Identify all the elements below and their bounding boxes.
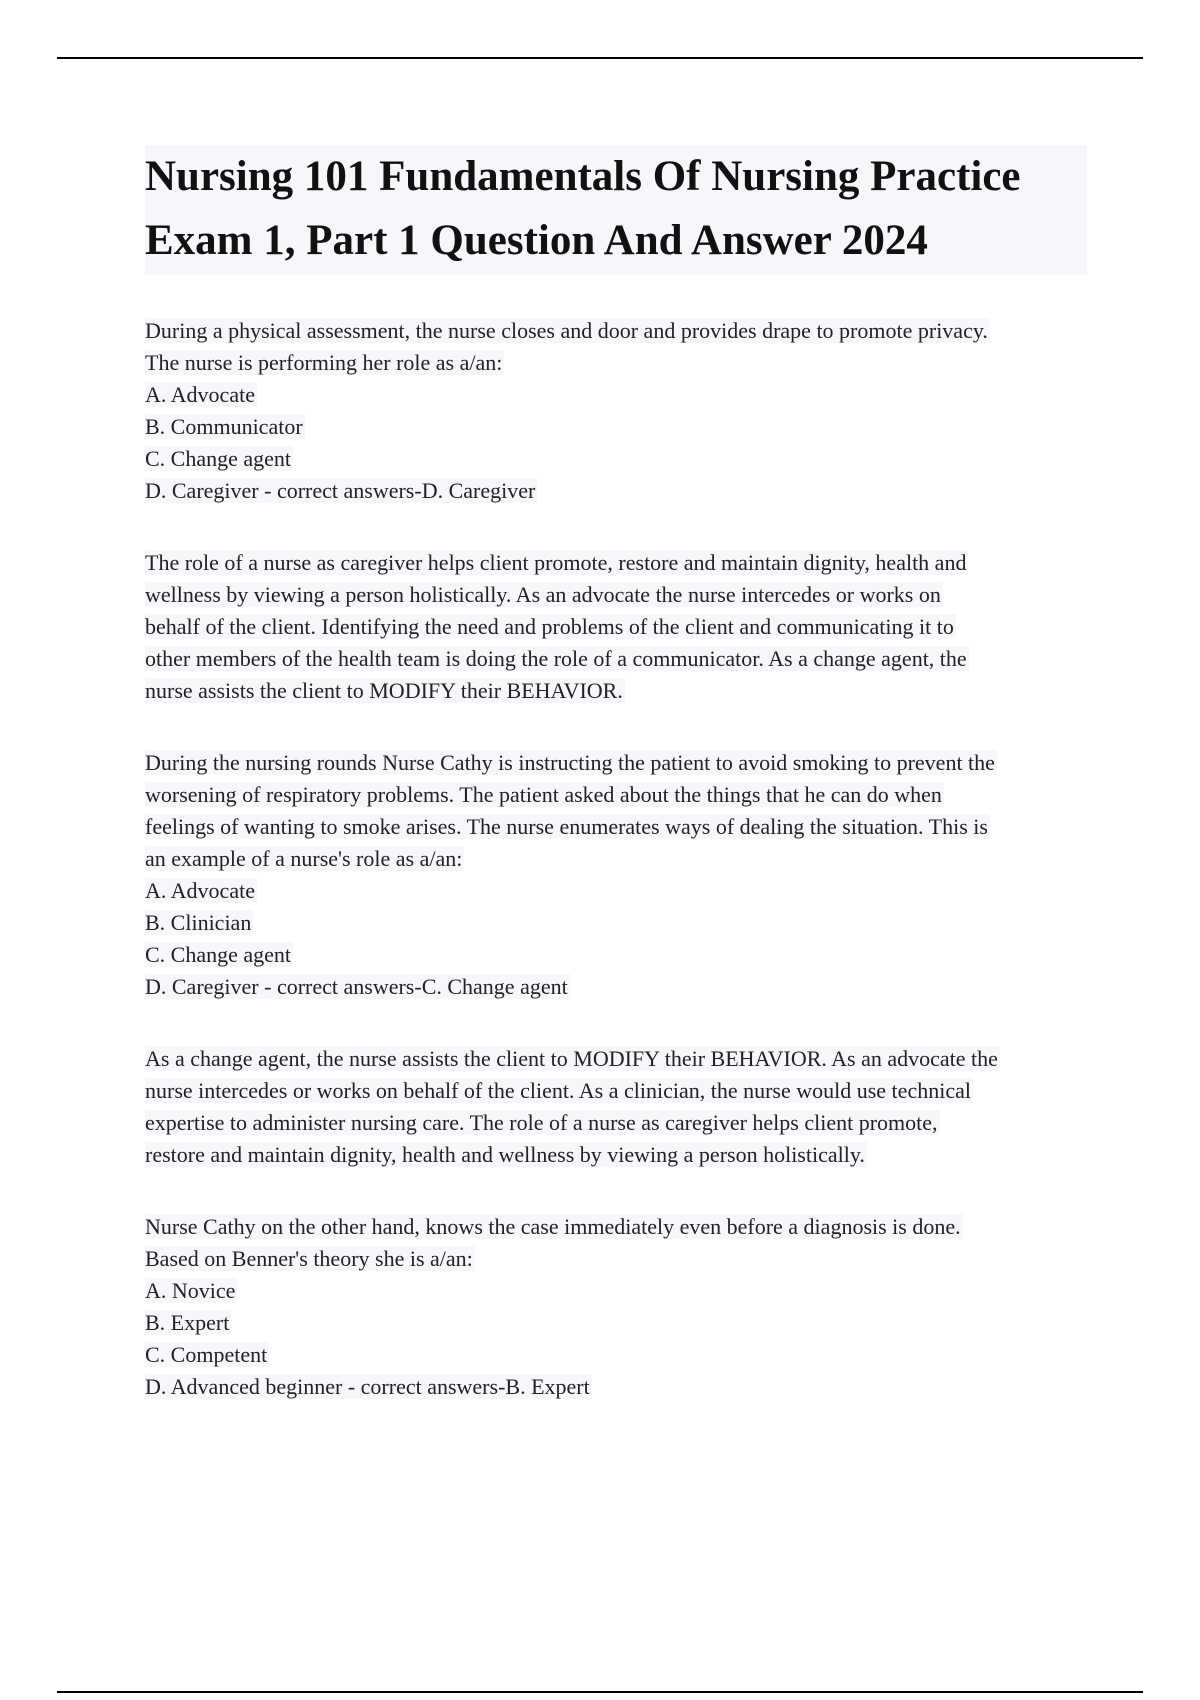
text-line (145, 547, 1087, 579)
text-line-content: Nurse Cathy on the other hand, knows the case immediately even before a diagnosis is done. (145, 1214, 961, 1239)
qa-block (145, 547, 1087, 707)
text-line (145, 347, 1087, 379)
qa-block (145, 315, 1087, 507)
text-line (145, 811, 1087, 843)
text-line-content: nurse assists the client to MODIFY their BEHAVIOR. (145, 678, 623, 703)
text-line-content: C. Change agent (145, 942, 292, 967)
text-line (145, 315, 1087, 347)
text-line-content: A. Advocate (145, 382, 255, 407)
qa-blocks (145, 315, 1087, 1403)
qa-block (145, 1043, 1087, 1171)
text-line-content: During the nursing rounds Nurse Cathy is instructing the patient to avoid smoking to prevent the (145, 750, 995, 775)
text-line-content: As a change agent, the nurse assists the client to MODIFY their BEHAVIOR. As an advocate the (145, 1046, 998, 1071)
text-line-content: B. Communicator (145, 414, 303, 439)
text-line-content: D. Advanced beginner - correct answers-B. Expert (145, 1374, 590, 1399)
text-line-content: During a physical assessment, the nurse closes and door and provides drape to promote privacy. (145, 318, 988, 343)
text-line-content: wellness by viewing a person holistically. As an advocate the nurse intercedes or works on (145, 582, 941, 607)
text-line (145, 907, 1087, 939)
text-line-content: B. Expert (145, 1310, 230, 1335)
qa-block (145, 747, 1087, 1003)
text-line-content: nurse intercedes or works on behalf of the client. As a clinician, the nurse would use technical (145, 1078, 971, 1103)
text-line-content: Based on Benner's theory she is a/an: (145, 1246, 473, 1271)
top-divider (57, 57, 1143, 59)
text-line-content: restore and maintain dignity, health and wellness by viewing a person holistically. (145, 1142, 865, 1167)
text-line-content: B. Clinician (145, 910, 252, 935)
text-line-content: feelings of wanting to smoke arises. The nurse enumerates ways of dealing the situation. This is (145, 814, 988, 839)
text-line-content: The nurse is performing her role as a/an: (145, 350, 503, 375)
text-line (145, 875, 1087, 907)
text-line-content: D. Caregiver - correct answers-C. Change agent (145, 974, 568, 999)
text-line-content: A. Novice (145, 1278, 236, 1303)
document-title: Nursing 101 Fundamentals Of Nursing Practice Exam 1, Part 1 Question And Answer 2024 (145, 145, 1087, 275)
text-line (145, 1043, 1087, 1075)
bottom-divider (57, 1691, 1143, 1693)
text-line (145, 1139, 1087, 1171)
text-line-content: an example of a nurse's role as a/an: (145, 846, 463, 871)
text-line-content: C. Competent (145, 1342, 268, 1367)
text-line (145, 1307, 1087, 1339)
text-line (145, 1211, 1087, 1243)
text-line (145, 675, 1087, 707)
document-body (145, 145, 1087, 1403)
text-line (145, 443, 1087, 475)
text-line (145, 379, 1087, 411)
text-line (145, 411, 1087, 443)
text-line-content: C. Change agent (145, 446, 292, 471)
text-line (145, 643, 1087, 675)
text-line (145, 747, 1087, 779)
text-line (145, 1339, 1087, 1371)
text-line-content: The role of a nurse as caregiver helps client promote, restore and maintain dignity, health and (145, 550, 967, 575)
text-line-content: D. Caregiver - correct answers-D. Caregiver (145, 478, 536, 503)
text-line (145, 1107, 1087, 1139)
text-line (145, 1243, 1087, 1275)
text-line-content: A. Advocate (145, 878, 255, 903)
text-line (145, 1371, 1087, 1403)
text-line (145, 1075, 1087, 1107)
text-line (145, 1275, 1087, 1307)
text-line (145, 843, 1087, 875)
text-line-content: expertise to administer nursing care. The role of a nurse as caregiver helps client promote, (145, 1110, 938, 1135)
text-line-content: behalf of the client. Identifying the need and problems of the client and communicating it to (145, 614, 954, 639)
text-line-content: worsening of respiratory problems. The patient asked about the things that he can do when (145, 782, 942, 807)
text-line (145, 971, 1087, 1003)
text-line (145, 939, 1087, 971)
text-line (145, 475, 1087, 507)
text-line-content: other members of the health team is doing the role of a communicator. As a change agent, the (145, 646, 967, 671)
qa-block (145, 1211, 1087, 1403)
text-line (145, 611, 1087, 643)
text-line (145, 579, 1087, 611)
text-line (145, 779, 1087, 811)
